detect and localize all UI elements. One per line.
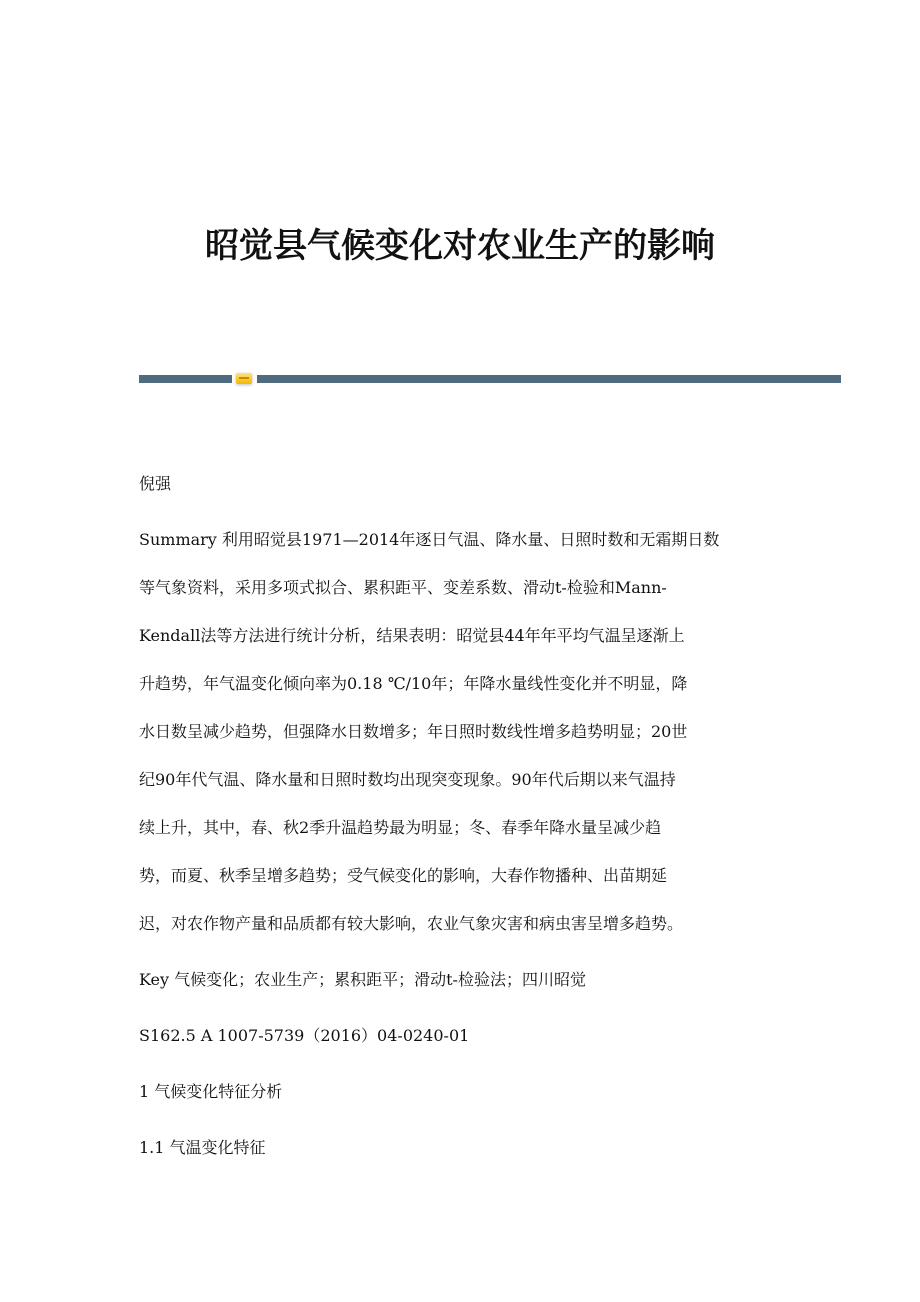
- keywords: Key 气候变化；农业生产；累积距平；滑动t-检验法；四川昭觉: [139, 970, 586, 989]
- divider-left: [139, 375, 232, 383]
- summary-line: 水日数呈减少趋势，但强降水日数增多；年日照时数线性增多趋势明显；20世: [139, 722, 688, 741]
- summary-line: 纪90年代气温、降水量和日照时数均出现突变现象。90年代后期以来气温持: [139, 770, 676, 789]
- summary-line: 等气象资料，采用多项式拟合、累积距平、变差系数、滑动t-检验和Mann-: [139, 578, 667, 597]
- summary-line: 升趋势，年气温变化倾向率为0.18 ℃/10年；年降水量线性变化并不明显，降: [139, 674, 688, 693]
- divider-ornament-icon: [236, 373, 252, 384]
- subsection-heading: 1.1 气温变化特征: [139, 1138, 266, 1157]
- document-title: 昭觉县气候变化对农业生产的影响: [205, 226, 715, 266]
- summary-line: 势，而夏、秋季呈增多趋势；受气候变化的影响，大春作物播种、出苗期延: [139, 866, 668, 885]
- summary-line: Kendall法等方法进行统计分析，结果表明：昭觉县44年年平均气温呈逐渐上: [139, 626, 685, 645]
- section-heading: 1 气候变化特征分析: [139, 1082, 283, 1101]
- summary-line: 续上升，其中，春、秋2季升温趋势最为明显；冬、春季年降水量呈减少趋: [139, 818, 662, 837]
- summary-line: Summary 利用昭觉县1971—2014年逐日气温、降水量、日照时数和无霜期日数: [139, 530, 720, 549]
- author: 倪强: [139, 474, 172, 493]
- classification: S162.5 A 1007-5739（2016）04-0240-01: [139, 1026, 470, 1045]
- divider-right: [257, 375, 841, 383]
- summary-line: 迟，对农作物产量和品质都有较大影响，农业气象灾害和病虫害呈增多趋势。: [139, 914, 684, 933]
